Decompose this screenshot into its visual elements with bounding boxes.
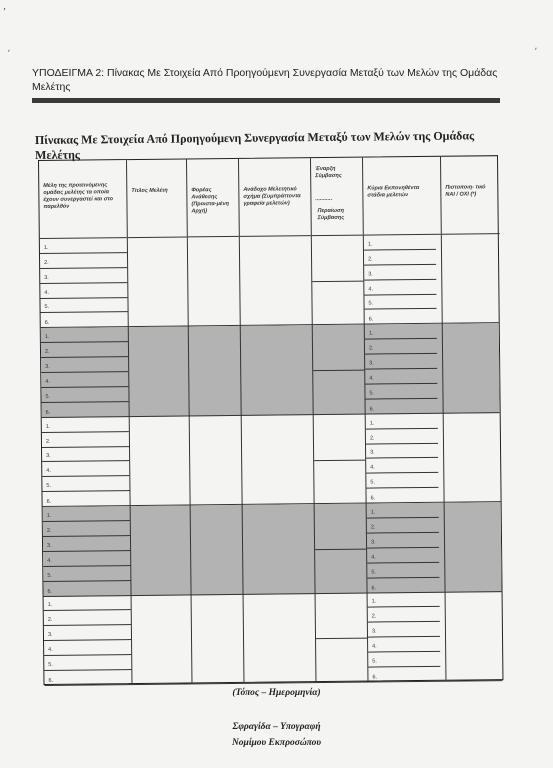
row-number: 3.	[370, 449, 375, 457]
table-row	[368, 637, 440, 653]
table-row	[366, 473, 438, 489]
table-row	[365, 369, 437, 385]
column-header-text: Έναρξη Σύμβασης	[315, 165, 342, 180]
row-number: 6.	[46, 499, 52, 506]
row-number: 3.	[371, 628, 377, 635]
table-column-2	[127, 159, 192, 683]
table-row	[41, 327, 128, 343]
row-number: 3.	[370, 539, 376, 546]
table-row	[44, 640, 131, 656]
row-number: 1.	[45, 423, 51, 430]
table-row	[366, 458, 438, 474]
table-row	[364, 235, 436, 251]
place-date: (Τόπος – Ημερομηνία)	[232, 688, 321, 698]
row-number: 4.	[368, 286, 373, 293]
row-number: 2.	[44, 349, 50, 356]
row-number: 1.	[367, 241, 373, 248]
row-number: 4.	[46, 468, 51, 475]
row-number: 2.	[368, 256, 373, 263]
date-split-line	[313, 370, 364, 372]
table-row	[44, 670, 131, 686]
row-number: 6.	[48, 677, 54, 684]
table-title: Πίνακας Με Στοιχεία Από Προηγούμενη Συνεργασία Μεταξύ των Μελών της Ομάδας Μελέτης	[34, 128, 475, 162]
table-column-7	[441, 156, 504, 680]
table-row	[44, 611, 131, 627]
table-row	[41, 387, 128, 403]
row-number: 5.	[368, 300, 374, 308]
table-row	[364, 294, 436, 310]
row-number: 6.	[371, 585, 377, 592]
table-column-5	[311, 158, 368, 682]
table-row	[364, 250, 436, 266]
row-number: 2.	[368, 345, 374, 352]
row-number: 1.	[369, 420, 375, 427]
table-row	[42, 462, 129, 478]
row-number: 3.	[369, 360, 374, 367]
column-header-text: Πιστοποιη- τικό ΝΑΙ / ΟΧΙ (*)	[445, 184, 486, 198]
scan-mark: ʹ	[535, 46, 537, 56]
column-header-text: Τίτλος Μελέτη	[131, 187, 168, 195]
column-header	[441, 156, 500, 235]
date-split-line	[312, 280, 363, 282]
table-row	[40, 238, 127, 254]
row-number: 5.	[46, 483, 52, 490]
row-number: 5.	[370, 479, 376, 486]
column-header	[39, 160, 127, 239]
stamp-signature: Σφραγίδα – Υπογραφή	[232, 722, 321, 732]
table-row	[368, 592, 440, 608]
date-split-line	[316, 638, 367, 640]
date-split-line	[315, 548, 366, 550]
column-header	[311, 158, 363, 237]
table-row	[364, 280, 436, 296]
row-number: 5.	[44, 304, 50, 311]
row-number: 6.	[45, 409, 51, 416]
row-number: 4.	[369, 375, 374, 382]
table-row	[40, 268, 127, 284]
row-number: 5.	[372, 658, 377, 665]
table-row	[42, 417, 129, 433]
table-row	[365, 384, 437, 400]
table-row	[43, 536, 130, 552]
row-number: 3.	[44, 274, 49, 281]
row-number: 2.	[369, 435, 375, 442]
table-row	[40, 283, 127, 299]
table-row	[43, 566, 130, 582]
table-row	[41, 372, 128, 388]
row-number: 5.	[48, 661, 53, 668]
row-number: 2.	[46, 527, 52, 534]
table-row	[366, 414, 438, 430]
table-row	[364, 265, 436, 281]
table-row	[43, 551, 130, 567]
table-row	[367, 548, 439, 564]
table-row	[42, 432, 129, 448]
row-number: 1.	[370, 509, 376, 516]
table-row	[367, 503, 439, 519]
table-row	[44, 596, 131, 612]
row-number: 2.	[371, 613, 377, 620]
row-number: 6.	[44, 320, 50, 327]
table-row	[41, 342, 128, 358]
row-number: 6.	[368, 316, 374, 323]
table-row	[43, 506, 130, 522]
table-row	[367, 578, 439, 594]
row-number: 5.	[369, 390, 375, 397]
row-number: 3.	[368, 271, 373, 278]
table-row	[366, 443, 438, 459]
table-row	[43, 521, 130, 537]
row-number: 6.	[369, 406, 375, 413]
column-header	[187, 159, 239, 238]
row-number: 4.	[370, 464, 375, 471]
column-header-text: Φορέας Ανάθεσης (Προιστα-μένη Αρχή)	[191, 187, 230, 215]
table-row	[367, 563, 439, 579]
table-row	[44, 625, 131, 641]
document-header: ΥΠΟΔΕΙΓΜΑ 2: Πίνακας Με Στοιχεία Από Προηγούμενη Συνεργασία Μεταξύ των Μελών της Ομάδας Μελέτης	[32, 67, 498, 93]
row-number: 6.	[372, 674, 378, 681]
row-number: 3.	[45, 363, 50, 371]
row-number: 4.	[47, 557, 52, 564]
row-number: 2.	[45, 438, 51, 445]
row-number: 4.	[372, 643, 377, 650]
table-row	[365, 339, 437, 355]
table-row	[42, 491, 129, 507]
table-row	[40, 253, 127, 269]
table-row	[40, 298, 127, 314]
table-row	[368, 667, 440, 683]
table-row	[368, 607, 440, 623]
row-number: 2.	[47, 617, 53, 624]
table-row	[368, 652, 440, 668]
date-split-line	[314, 459, 365, 461]
column-header	[363, 157, 441, 236]
row-number: 1.	[43, 244, 49, 251]
row-number: 5.	[45, 393, 51, 400]
table-row	[366, 429, 438, 445]
row-number: 4.	[371, 554, 376, 561]
column-header	[127, 159, 187, 238]
row-number: 2.	[44, 259, 49, 266]
header-divider-dots: ...........	[315, 195, 333, 203]
table-row	[367, 518, 439, 534]
row-number: 4.	[48, 647, 53, 654]
row-number: 5.	[371, 569, 376, 576]
table-row	[365, 309, 437, 325]
table-row	[366, 399, 438, 415]
table-column-6	[363, 157, 446, 681]
table-row	[42, 476, 129, 492]
table-row	[365, 354, 437, 370]
scan-mark: ‚	[3, 1, 6, 11]
table-row	[41, 357, 128, 373]
row-number: 1.	[46, 512, 52, 520]
table-row	[44, 655, 131, 671]
row-number: 3.	[47, 542, 52, 549]
header-rule	[32, 98, 500, 103]
column-header	[239, 158, 311, 237]
row-number: 1.	[44, 334, 50, 341]
table-row	[42, 447, 129, 463]
table-row	[367, 533, 439, 549]
table-row	[365, 324, 437, 340]
table-row	[368, 622, 440, 638]
completion-date-header: Περαίωση Σύμβασης	[317, 207, 345, 222]
column-header-text: Κύρια Εκπονηθέντα στάδια μελετών	[367, 185, 420, 199]
row-number: 3.	[46, 453, 51, 460]
row-number: 1.	[368, 330, 374, 337]
row-number: 6.	[370, 495, 376, 502]
collaboration-table	[38, 155, 503, 685]
row-number: 6.	[47, 588, 53, 595]
scan-mark: ʹ	[8, 48, 10, 58]
table-column-4	[239, 158, 316, 682]
row-number: 1.	[47, 602, 53, 609]
row-number: 2.	[370, 524, 376, 531]
table-row	[366, 488, 438, 504]
row-number: 5.	[47, 572, 52, 579]
table-column-1	[39, 160, 132, 684]
table-row	[42, 402, 129, 418]
row-number: 3.	[47, 632, 53, 639]
column-header-text: Μέλη της προτεινόμενης ομάδας μελέτης τα οποία έχουν συνεργαστεί και στο παρελθόν	[43, 182, 113, 210]
row-number: 4.	[44, 289, 50, 296]
table-column-3	[187, 159, 244, 683]
table-row	[41, 313, 128, 329]
row-number: 1.	[371, 598, 377, 606]
table-row	[43, 581, 130, 597]
row-number: 4.	[45, 378, 50, 385]
column-header-text: Ανάδοχο Μελετητικό σχήμα (Συμπράττοντα γραφεία μελετών)	[243, 186, 301, 207]
legal-representative: Νομίμου Εκπροσώπου	[231, 738, 322, 748]
